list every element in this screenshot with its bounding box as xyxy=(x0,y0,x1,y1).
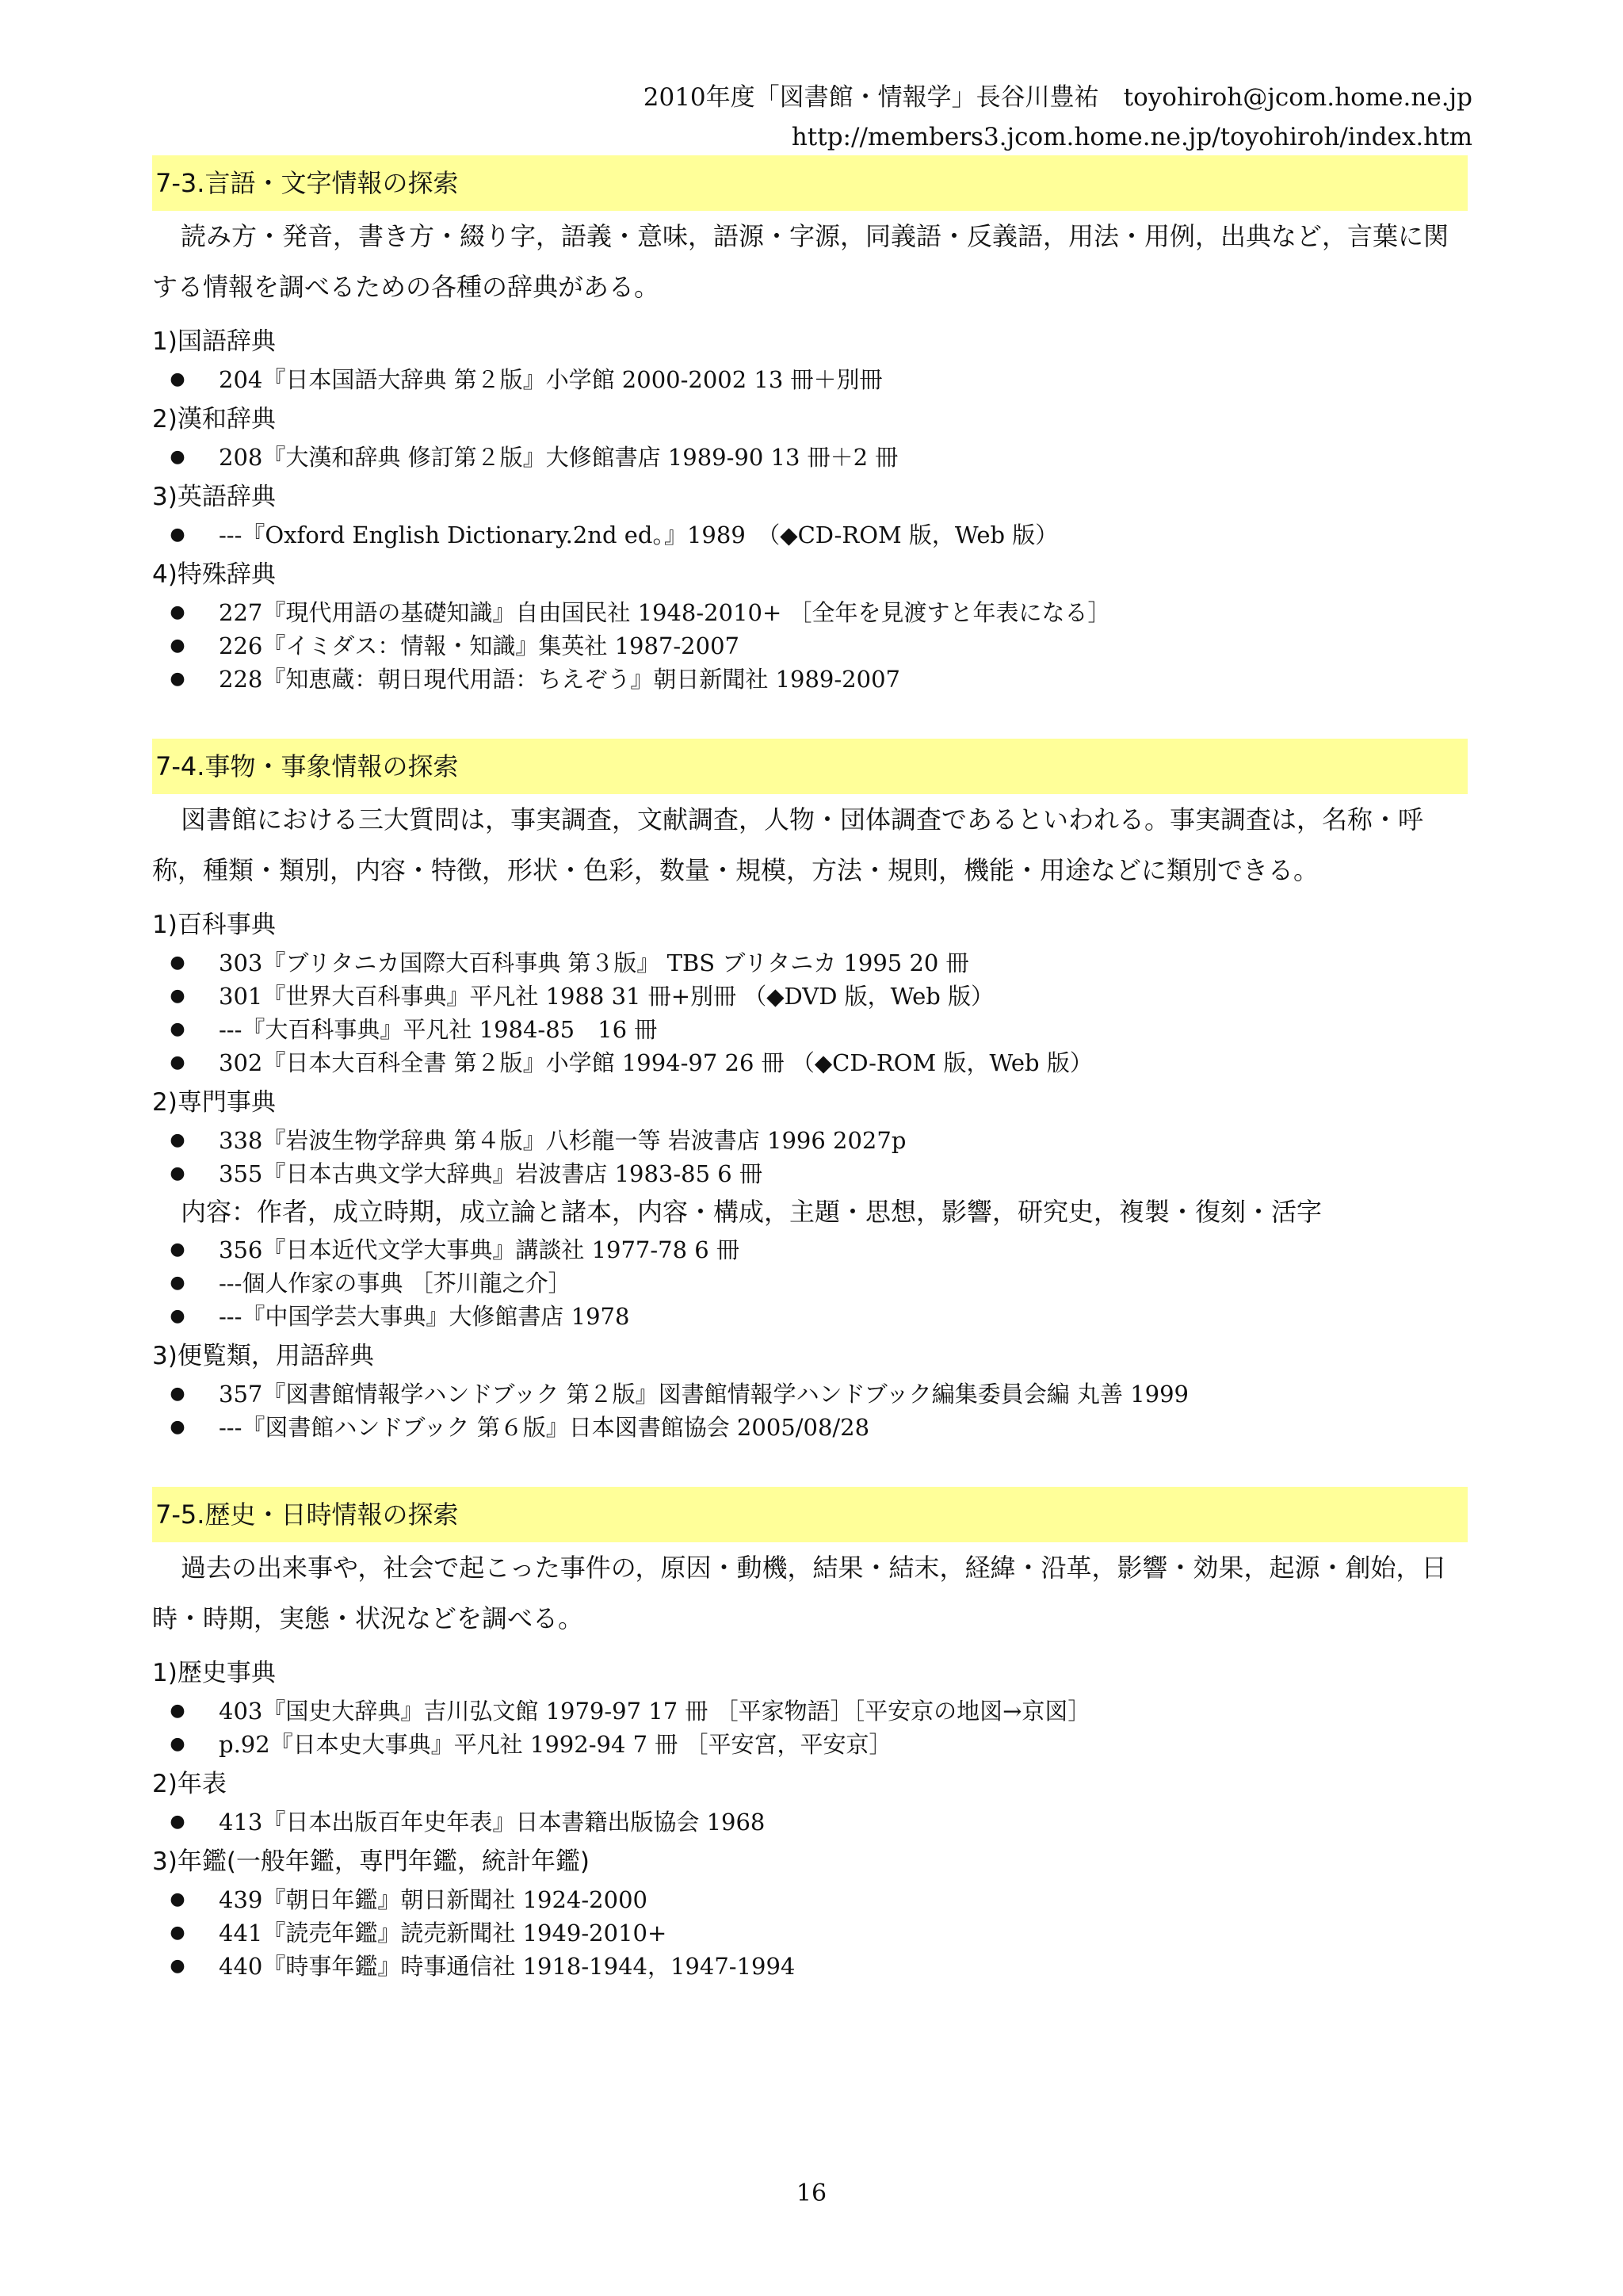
subheading-eigo-jiten: 3)英語辞典 xyxy=(152,483,276,511)
bullet-icon: ● xyxy=(170,986,185,1006)
subheading-senmon-jiten: 2)専門事典 xyxy=(152,1088,276,1117)
list-senmon-jiten-b xyxy=(152,1233,1468,1333)
subheading-nenkan: 3)年鑑(一般年鑑，専門年鑑，統計年鑑) xyxy=(152,1847,590,1876)
list-item: ● 356『日本近代文学大事典』講談社 1977-78 6 冊 xyxy=(152,1233,1468,1266)
list-item: ● 208『大漢和辞典 修訂第２版』大修館書店 1989-90 13 冊＋2 冊 xyxy=(152,441,1468,474)
list-item: ● ---『Oxford English Dictionary.2nd ed。』1989 （◆CD-ROM 版，Web 版） xyxy=(152,518,1468,552)
list-binran xyxy=(152,1377,1468,1444)
list-item: ● 228『知恵蔵：朝日現代用語：ちえぞう』朝日新聞社 1989-2007 xyxy=(152,663,1468,696)
list-kokugo-jiten xyxy=(152,363,1468,396)
list-item: ● 413『日本出版百年史年表』日本書籍出版協会 1968 xyxy=(152,1805,1468,1839)
list-item: ● p.92『日本史大事典』平凡社 1992-94 7 冊 ［平安宮，平安京］ xyxy=(152,1728,1468,1761)
section-intro-7-4: 図書館における三大質問は，事実調査，文献調査，人物・団体調査であるといわれる。事実調査は，名称・呼称，種類・類別，内容・特徴，形状・色彩，数量・規模，方法・規則，機能・用途などに類別できる。 xyxy=(152,804,1424,885)
list-item: ● 302『日本大百科全書 第２版』小学館 1994-97 26 冊 （◆CD-ROM 版，Web 版） xyxy=(152,1046,1468,1079)
bullet-icon: ● xyxy=(170,1240,185,1259)
list-item: ● ---『大百科事典』平凡社 1984-85 16 冊 xyxy=(152,1013,1468,1046)
bullet-icon: ● xyxy=(170,1889,185,1909)
list-nenkan xyxy=(152,1883,1468,1983)
list-item: ● 303『ブリタニカ国際大百科事典 第３版』 TBS ブリタニカ 1995 20 冊 xyxy=(152,946,1468,980)
subheading-rekishi-jiten: 1)歴史事典 xyxy=(152,1659,276,1687)
subheading-binran: 3)便覧類，用語辞典 xyxy=(152,1342,374,1370)
list-item: ● 301『世界大百科事典』平凡社 1988 31 冊+別冊 （◆DVD 版，Web 版） xyxy=(152,980,1468,1013)
list-hyakka-jiten xyxy=(152,946,1468,1079)
bullet-icon: ● xyxy=(170,447,185,467)
list-item: ● 227『現代用語の基礎知識』自由国民社 1948-2010+ ［全年を見渡すと年表になる］ xyxy=(152,596,1468,629)
bullet-icon: ● xyxy=(170,1734,185,1754)
list-rekishi-jiten xyxy=(152,1694,1468,1761)
list-item: ● 439『朝日年鑑』朝日新聞社 1924-2000 xyxy=(152,1883,1468,1916)
list-tokushu-jiten xyxy=(152,596,1468,696)
bullet-icon: ● xyxy=(170,1163,185,1183)
section-title-7-5: 7-5.歴史・日時情報の探索 xyxy=(152,1487,1468,1542)
section-title-7-3: 7-3.言語・文字情報の探索 xyxy=(152,155,1468,211)
bullet-icon: ● xyxy=(170,1417,185,1437)
section-intro-7-5: 過去の出来事や，社会で起こった事件の，原因・動機，結果・結末，経緯・沿革，影響・効果，起源・創始，日時・時期，実態・状況などを調べる。 xyxy=(152,1553,1447,1633)
bullet-icon: ● xyxy=(170,1701,185,1721)
bullet-icon: ● xyxy=(170,953,185,972)
list-item: ● 357『図書館情報学ハンドブック 第２版』図書館情報学ハンドブック編集委員会編 丸善 1999 xyxy=(152,1377,1468,1411)
list-item: ● 338『岩波生物学辞典 第４版』八杉龍一等 岩波書店 1996 2027p xyxy=(152,1124,1468,1157)
list-item: ● 440『時事年鑑』時事通信社 1918-1944，1947-1994 xyxy=(152,1950,1468,1983)
bullet-icon: ● xyxy=(170,602,185,622)
bullet-icon: ● xyxy=(170,636,185,655)
header-author-line: 2010年度「図書館・情報学」長谷川豊祐 toyohiroh@jcom.home.ne.jp xyxy=(643,83,1472,112)
list-nenpyo xyxy=(152,1805,1468,1839)
page-header xyxy=(643,78,1472,157)
list-eigo-jiten xyxy=(152,518,1468,552)
bullet-icon: ● xyxy=(170,669,185,689)
contents-note: 内容：作者，成立時期，成立論と諸本，内容・構成，主題・思想，影響，研究史，複製・復刻・活字 xyxy=(181,1197,1323,1227)
bullet-icon: ● xyxy=(170,1923,185,1943)
list-item: ● 355『日本古典文学大辞典』岩波書店 1983-85 6 冊 xyxy=(152,1157,1468,1190)
header-url: http://members3.jcom.home.ne.jp/toyohiroh/index.htm xyxy=(791,123,1472,151)
bullet-icon: ● xyxy=(170,1384,185,1404)
bullet-icon: ● xyxy=(170,525,185,544)
bullet-icon: ● xyxy=(170,1812,185,1832)
subheading-kokugo-jiten: 1)国語辞典 xyxy=(152,327,276,356)
list-item: ● 226『イミダス：情報・知識』集英社 1987-2007 xyxy=(152,629,1468,663)
bullet-icon: ● xyxy=(170,1306,185,1326)
list-senmon-jiten-a xyxy=(152,1124,1468,1190)
subheading-hyakka-jiten: 1)百科事典 xyxy=(152,911,276,939)
list-item: ● 403『国史大辞典』吉川弘文館 1979-97 17 冊 ［平家物語］［平安京の地図→京図］ xyxy=(152,1694,1468,1728)
bullet-icon: ● xyxy=(170,1273,185,1293)
bullet-icon: ● xyxy=(170,1019,185,1039)
list-item: ● 441『読売年鑑』読売新聞社 1949-2010+ xyxy=(152,1916,1468,1950)
subheading-kanwa-jiten: 2)漢和辞典 xyxy=(152,405,276,434)
list-item: ● ---『図書館ハンドブック 第６版』日本図書館協会 2005/08/28 xyxy=(152,1411,1468,1444)
subheading-nenpyo: 2)年表 xyxy=(152,1770,227,1798)
list-item: ● 204『日本国語大辞典 第２版』小学館 2000-2002 13 冊＋別冊 xyxy=(152,363,1468,396)
list-item: ● ---個人作家の事典 ［芥川龍之介］ xyxy=(152,1266,1468,1300)
page-content xyxy=(152,155,1468,1983)
bullet-icon: ● xyxy=(170,1130,185,1150)
section-title-7-4: 7-4.事物・事象情報の探索 xyxy=(152,739,1468,794)
bullet-icon: ● xyxy=(170,369,185,389)
section-intro-7-3: 読み方・発音，書き方・綴り字，語義・意味，語源・字源，同義語・反義語，用法・用例，出典など，言葉に関する情報を調べるための各種の辞典がある。 xyxy=(152,221,1449,302)
list-kanwa-jiten xyxy=(152,441,1468,474)
subheading-tokushu-jiten: 4)特殊辞典 xyxy=(152,560,276,589)
list-item: ● ---『中国学芸大事典』大修館書店 1978 xyxy=(152,1300,1468,1333)
page-number: 16 xyxy=(796,2179,827,2207)
bullet-icon: ● xyxy=(170,1052,185,1072)
bullet-icon: ● xyxy=(170,1956,185,1976)
